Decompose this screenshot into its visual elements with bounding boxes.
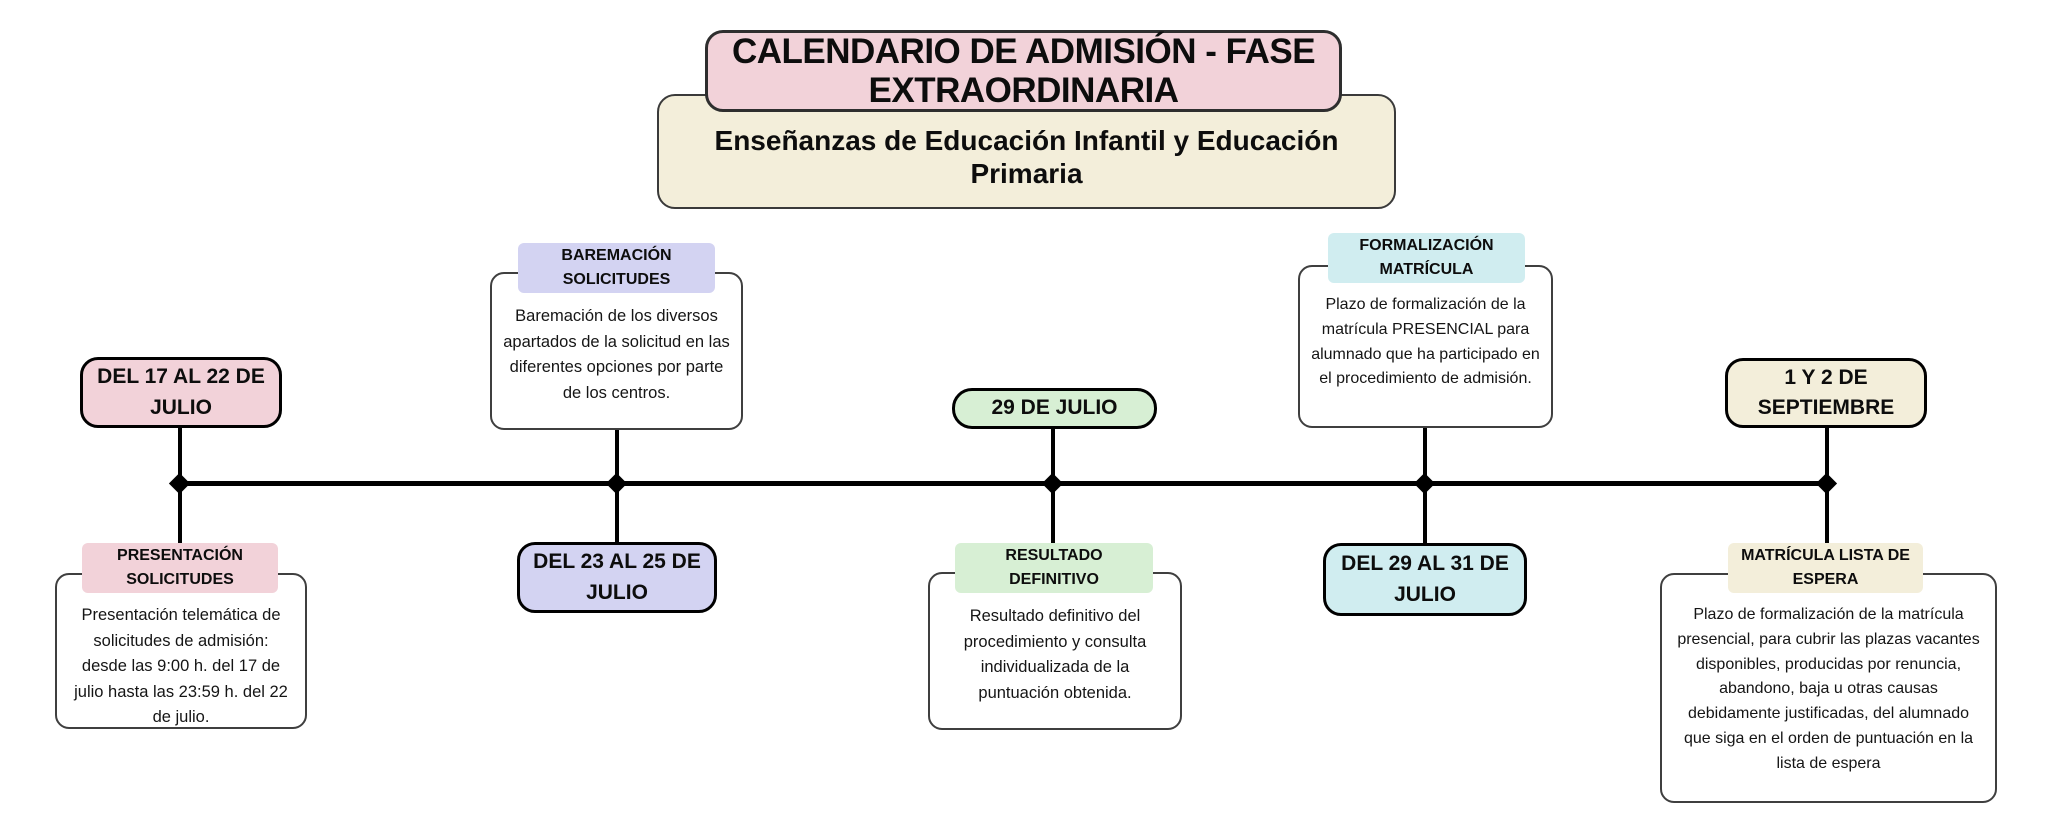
- stage-label-text: BAREMACIÓN SOLICITUDES: [561, 247, 672, 288]
- date-text: 29 DE JULIO: [991, 396, 1118, 420]
- detail-text: Presentación telemática de solicitudes de admisión: desde las 9:00 h. del 17 de julio hasta las 23:59 h. del 22 de julio.: [74, 606, 288, 727]
- timeline-node-diamond: [1042, 473, 1063, 494]
- detail-text: Resultado definitivo del procedimiento y consulta individualizada de la puntuación obtenida.: [963, 607, 1147, 702]
- stage-label-lista-espera: [1728, 543, 1923, 593]
- detail-text: Baremación de los diversos apartados de la solicitud en las diferentes opciones por parte de los centros.: [503, 307, 730, 402]
- detail-text: Plazo de formalización de la matrícula presencial, para cubrir las plazas vacantes disponibles, producidas por renuncia, abandono, baja u otras causas debidamente justificadas, del alumnado que siga en el orden de puntuación en la lista de espera: [1677, 606, 1980, 772]
- title-box: [705, 30, 1342, 112]
- stage-label-formalizacion: [1328, 233, 1525, 283]
- date-text: DEL 17 AL 22 DE JULIO: [97, 365, 265, 419]
- stage-label-baremacion: [518, 243, 715, 293]
- detail-box-resultado: [928, 572, 1182, 730]
- stage-label-text: PRESENTACIÓN SOLICITUDES: [117, 547, 243, 588]
- timeline-axis: [180, 481, 1827, 486]
- date-text: DEL 29 AL 31 DE JULIO: [1341, 552, 1509, 606]
- detail-box-lista-espera: [1660, 573, 1997, 803]
- detail-box-presentacion: [55, 573, 307, 729]
- detail-text: Plazo de formalización de la matrícula PRESENCIAL para alumnado que ha participado en el procedimiento de admisión.: [1311, 296, 1540, 388]
- date-box-presentacion: [80, 357, 282, 428]
- stage-label-text: RESULTADO DEFINITIVO: [1005, 547, 1103, 588]
- title-text: CALENDARIO DE ADMISIÓN - FASE EXTRAORDINARIA: [731, 31, 1316, 110]
- stage-label-presentacion: [82, 543, 278, 593]
- detail-box-baremacion: [490, 272, 743, 430]
- date-box-baremacion: [517, 542, 717, 613]
- date-text: 1 Y 2 DE SEPTIEMBRE: [1757, 365, 1895, 419]
- date-box-resultado: [952, 388, 1157, 429]
- timeline-node-diamond: [169, 473, 190, 494]
- subtitle-text: Enseñanzas de Educación Infantil y Educación Primaria: [714, 124, 1339, 190]
- detail-box-formalizacion: [1298, 265, 1553, 428]
- stage-label-text: FORMALIZACIÓN MATRÍCULA: [1359, 237, 1494, 278]
- stage-label-resultado: [955, 543, 1153, 593]
- timeline-node-diamond: [1414, 473, 1435, 494]
- date-box-lista-espera: [1725, 358, 1927, 428]
- stage-label-text: MATRÍCULA LISTA DE ESPERA: [1741, 547, 1910, 588]
- timeline-node-diamond: [606, 473, 627, 494]
- date-box-formalizacion: [1323, 543, 1527, 616]
- date-text: DEL 23 AL 25 DE JULIO: [533, 550, 701, 604]
- timeline-node-diamond: [1816, 473, 1837, 494]
